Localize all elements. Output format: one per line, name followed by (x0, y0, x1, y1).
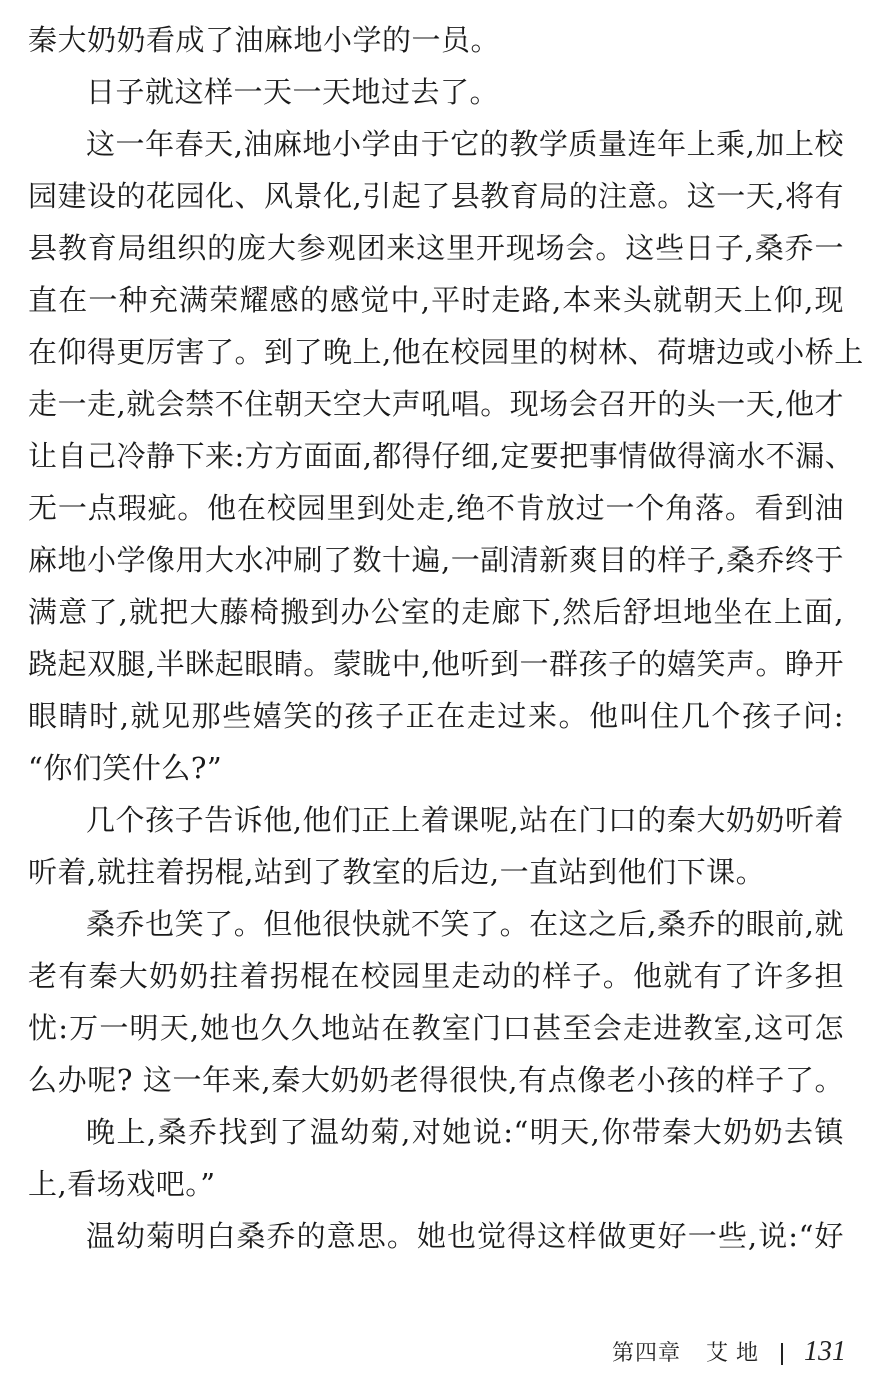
text-line: 日子就这样一天一天地过去了。 (86, 75, 500, 109)
text-line: 县教育局组织的庞大参观团来这里开现场会。这些日子,桑乔一 (28, 231, 844, 265)
text-line: 几个孩子告诉他,他们正上着课呢,站在门口的秦大奶奶听着 (86, 803, 844, 837)
text-line: 麻地小学像用大水冲刷了数十遍,一副清新爽目的样子,桑乔终于 (28, 543, 844, 577)
chapter-label: 第四章 (612, 1341, 682, 1366)
text-line: 无一点瑕疵。他在校园里到处走,绝不肯放过一个角落。看到油 (28, 491, 844, 525)
text-line: 跷起双腿,半眯起眼睛。蒙眬中,他听到一群孩子的嬉笑声。睁开 (28, 647, 844, 681)
text-line: 上,看场戏吧。” (28, 1167, 216, 1201)
text-line: 听着,就拄着拐棍,站到了教室的后边,一直站到他们下课。 (28, 855, 766, 889)
page-number: 131 (804, 1336, 847, 1367)
text-line: 桑乔也笑了。但他很快就不笑了。在这之后,桑乔的眼前,就 (86, 907, 844, 941)
text-line: “你们笑什么?” (28, 751, 223, 785)
text-line: 温幼菊明白桑乔的意思。她也觉得这样做更好一些,说:“好 (86, 1219, 844, 1253)
page-footer (612, 1332, 846, 1372)
text-line: 这一年春天,油麻地小学由于它的教学质量连年上乘,加上校 (86, 127, 844, 161)
footer-divider (781, 1343, 783, 1365)
text-line: 忧:万一明天,她也久久地站在教室门口甚至会走进教室,这可怎 (28, 1011, 844, 1045)
text-line: 眼睛时,就见那些嬉笑的孩子正在走过来。他叫住几个孩子问: (28, 699, 844, 733)
text-line: 老有秦大奶奶拄着拐棍在校园里走动的样子。他就有了许多担 (28, 959, 844, 993)
text-line: 满意了,就把大藤椅搬到办公室的走廊下,然后舒坦地坐在上面, (28, 595, 844, 629)
text-line: 园建设的花园化、风景化,引起了县教育局的注意。这一天,将有 (28, 179, 844, 213)
text-line: 么办呢? 这一年来,秦大奶奶老得很快,有点像老小孩的样子了。 (28, 1063, 844, 1097)
text-line: 直在一种充满荣耀感的感觉中,平时走路,本来头就朝天上仰,现 (28, 283, 844, 317)
text-line: 在仰得更厉害了。到了晚上,他在校园里的树林、荷塘边或小桥上 (28, 335, 864, 369)
text-line: 秦大奶奶看成了油麻地小学的一员。 (28, 23, 501, 57)
text-line: 走一走,就会禁不住朝天空大声吼唱。现场会召开的头一天,他才 (28, 387, 844, 421)
text-line: 让自己冷静下来:方方面面,都得仔细,定要把事情做得滴水不漏、 (28, 439, 855, 473)
section-title: 艾地 (706, 1341, 767, 1366)
text-line: 晚上,桑乔找到了温幼菊,对她说:“明天,你带秦大奶奶去镇 (86, 1115, 844, 1149)
